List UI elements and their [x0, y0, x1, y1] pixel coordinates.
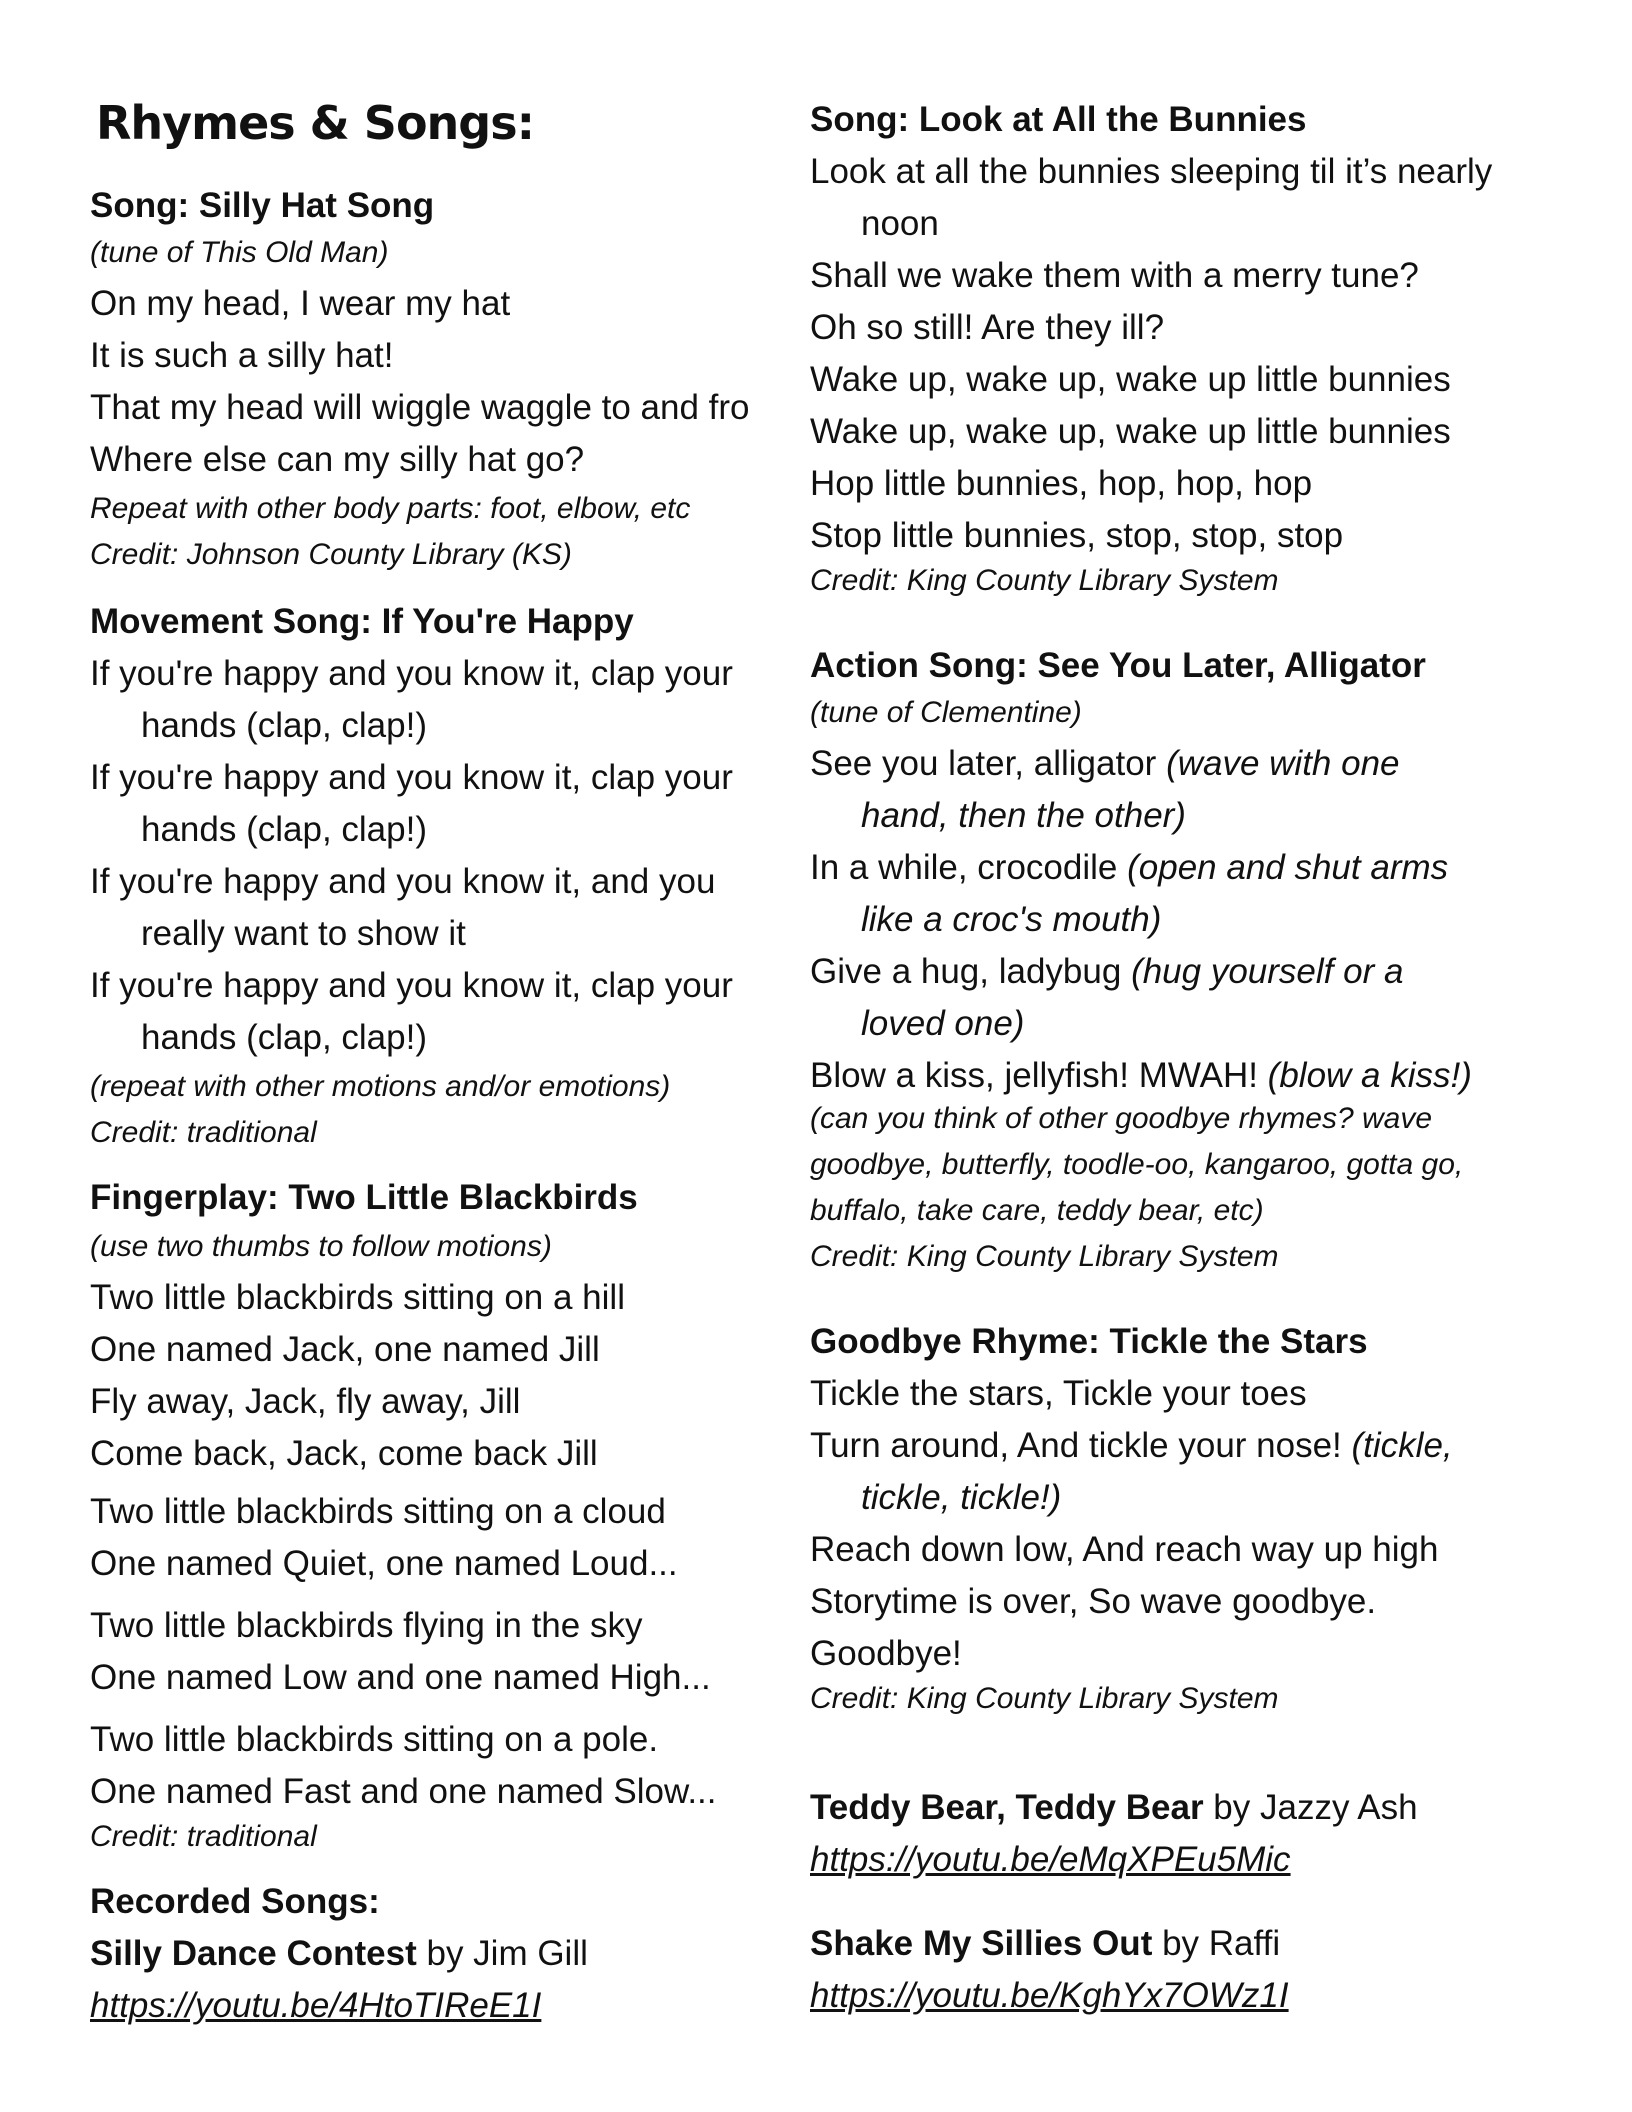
lyric-line-indent: really want to show it: [141, 914, 466, 953]
lyric-text: Blow a kiss, jellyfish! MWAH!: [810, 1056, 1268, 1095]
lyric-line-indent: hands (clap, clap!): [141, 706, 427, 745]
action-note: (blow a kiss!): [1267, 1056, 1472, 1095]
lyric-line: That my head will wiggle waggle to and fro: [90, 388, 750, 427]
action-note: (wave with one: [1166, 744, 1400, 783]
lyric-line: [810, 954, 1403, 989]
lyric-line: [810, 850, 1448, 885]
lyric-line: One named Low and one named High...: [90, 1658, 711, 1697]
action-note-cont: tickle, tickle!): [861, 1478, 1062, 1517]
goodbye-note: goodbye, butterfly, toodle-oo, kangaroo, gotta go,: [810, 1148, 1464, 1181]
song-artist: by Jim Gill: [416, 1934, 588, 1973]
video-link[interactable]: https://youtu.be/KghYx7OWz1I: [810, 1976, 1289, 2015]
credit: Credit: King County Library System: [810, 564, 1279, 597]
section-title-blackbirds: Fingerplay: Two Little Blackbirds: [90, 1178, 638, 1217]
lyric-line: One named Fast and one named Slow...: [90, 1772, 717, 1811]
lyric-line: Reach down low, And reach way up high: [810, 1530, 1439, 1569]
lyric-line: Where else can my silly hat go?: [90, 440, 585, 479]
lyric-line: Stop little bunnies, stop, stop, stop: [810, 516, 1344, 555]
video-title: Teddy Bear, Teddy Bear: [810, 1788, 1204, 1827]
video-line: [810, 1790, 1418, 1825]
page-title: Rhymes & Songs:: [96, 96, 534, 150]
recorded-song-line: [90, 1936, 588, 1971]
song-title: Silly Dance Contest: [90, 1934, 417, 1973]
lyric-line: If you're happy and you know it, clap your: [90, 966, 733, 1005]
goodbye-note: buffalo, take care, teddy bear, etc): [810, 1194, 1264, 1227]
lyric-line: Fly away, Jack, fly away, Jill: [90, 1382, 521, 1421]
lyric-text: Turn around, And tickle your nose!: [810, 1426, 1352, 1465]
lyric-line: Wake up, wake up, wake up little bunnies: [810, 412, 1451, 451]
repeat-note: (repeat with other motions and/or emotions): [90, 1070, 671, 1103]
lyric-line: If you're happy and you know it, and you: [90, 862, 716, 901]
lyric-line: Two little blackbirds sitting on a hill: [90, 1278, 625, 1317]
lyric-line: Two little blackbirds sitting on a pole.: [90, 1720, 659, 1759]
lyric-line: One named Quiet, one named Loud...: [90, 1544, 678, 1583]
section-title-stars: Goodbye Rhyme: Tickle the Stars: [810, 1322, 1368, 1361]
credit: Credit: traditional: [90, 1820, 317, 1853]
video-artist: by Jazzy Ash: [1203, 1788, 1418, 1827]
lyric-line: It is such a silly hat!: [90, 336, 394, 375]
section-title-if-happy: Movement Song: If You're Happy: [90, 602, 634, 641]
video-link[interactable]: https://youtu.be/eMqXPEu5Mic: [810, 1840, 1291, 1879]
action-note: (open and shut arms: [1127, 848, 1449, 887]
lyric-line: [810, 1058, 1472, 1093]
lyric-line: Wake up, wake up, wake up little bunnies: [810, 360, 1451, 399]
goodbye-note: (can you think of other goodbye rhymes? wave: [810, 1102, 1433, 1135]
credit: Credit: King County Library System: [810, 1240, 1279, 1273]
credit: Credit: King County Library System: [810, 1682, 1279, 1715]
lyric-line: If you're happy and you know it, clap your: [90, 654, 733, 693]
video-line: [810, 1926, 1280, 1961]
lyric-line: Shall we wake them with a merry tune?: [810, 256, 1419, 295]
lyric-line-indent: hands (clap, clap!): [141, 1018, 427, 1057]
song-link[interactable]: https://youtu.be/4HtoTIReE1I: [90, 1986, 542, 2025]
lyric-text: In a while, crocodile: [810, 848, 1128, 887]
section-title-silly-hat: Song: Silly Hat Song: [90, 186, 435, 225]
lyric-line: Hop little bunnies, hop, hop, hop: [810, 464, 1313, 503]
lyric-line-indent: noon: [861, 204, 939, 243]
video-artist: by Raffi: [1152, 1924, 1281, 1963]
lyric-line-indent: hands (clap, clap!): [141, 810, 427, 849]
lyric-line: Two little blackbirds sitting on a cloud: [90, 1492, 666, 1531]
lyric-line: Storytime is over, So wave goodbye.: [810, 1582, 1377, 1621]
credit: Credit: Johnson County Library (KS): [90, 538, 572, 571]
lyric-text: See you later, alligator: [810, 744, 1167, 783]
lyric-line: Tickle the stars, Tickle your toes: [810, 1374, 1307, 1413]
tune-note: (tune of Clementine): [810, 696, 1082, 729]
lyric-text: Give a hug, ladybug: [810, 952, 1132, 991]
lyric-line: Goodbye!: [810, 1634, 962, 1673]
action-note-cont: hand, then the other): [861, 796, 1186, 835]
lyric-line: [810, 746, 1400, 781]
lyric-line: One named Jack, one named Jill: [90, 1330, 600, 1369]
credit: Credit: traditional: [90, 1116, 317, 1149]
lyric-line: On my head, I wear my hat: [90, 284, 511, 323]
action-note-cont: like a croc's mouth): [861, 900, 1162, 939]
motion-note: (use two thumbs to follow motions): [90, 1230, 552, 1263]
action-note: (hug yourself or a: [1131, 952, 1404, 991]
video-title: Shake My Sillies Out: [810, 1924, 1153, 1963]
section-title-bunnies: Song: Look at All the Bunnies: [810, 100, 1307, 139]
lyric-line: Oh so still! Are they ill?: [810, 308, 1165, 347]
section-title-recorded: Recorded Songs:: [90, 1882, 380, 1921]
action-note: (tickle,: [1351, 1426, 1453, 1465]
section-title-alligator: Action Song: See You Later, Alligator: [810, 646, 1426, 685]
lyric-line: Look at all the bunnies sleeping til it’s nearly: [810, 152, 1493, 191]
action-note-cont: loved one): [861, 1004, 1025, 1043]
lyric-line: Come back, Jack, come back Jill: [90, 1434, 598, 1473]
lyric-line: Two little blackbirds flying in the sky: [90, 1606, 643, 1645]
repeat-note: Repeat with other body parts: foot, elbow, etc: [90, 492, 691, 525]
lyric-line: [810, 1428, 1453, 1463]
lyric-line: If you're happy and you know it, clap your: [90, 758, 733, 797]
tune-note: (tune of This Old Man): [90, 236, 389, 269]
